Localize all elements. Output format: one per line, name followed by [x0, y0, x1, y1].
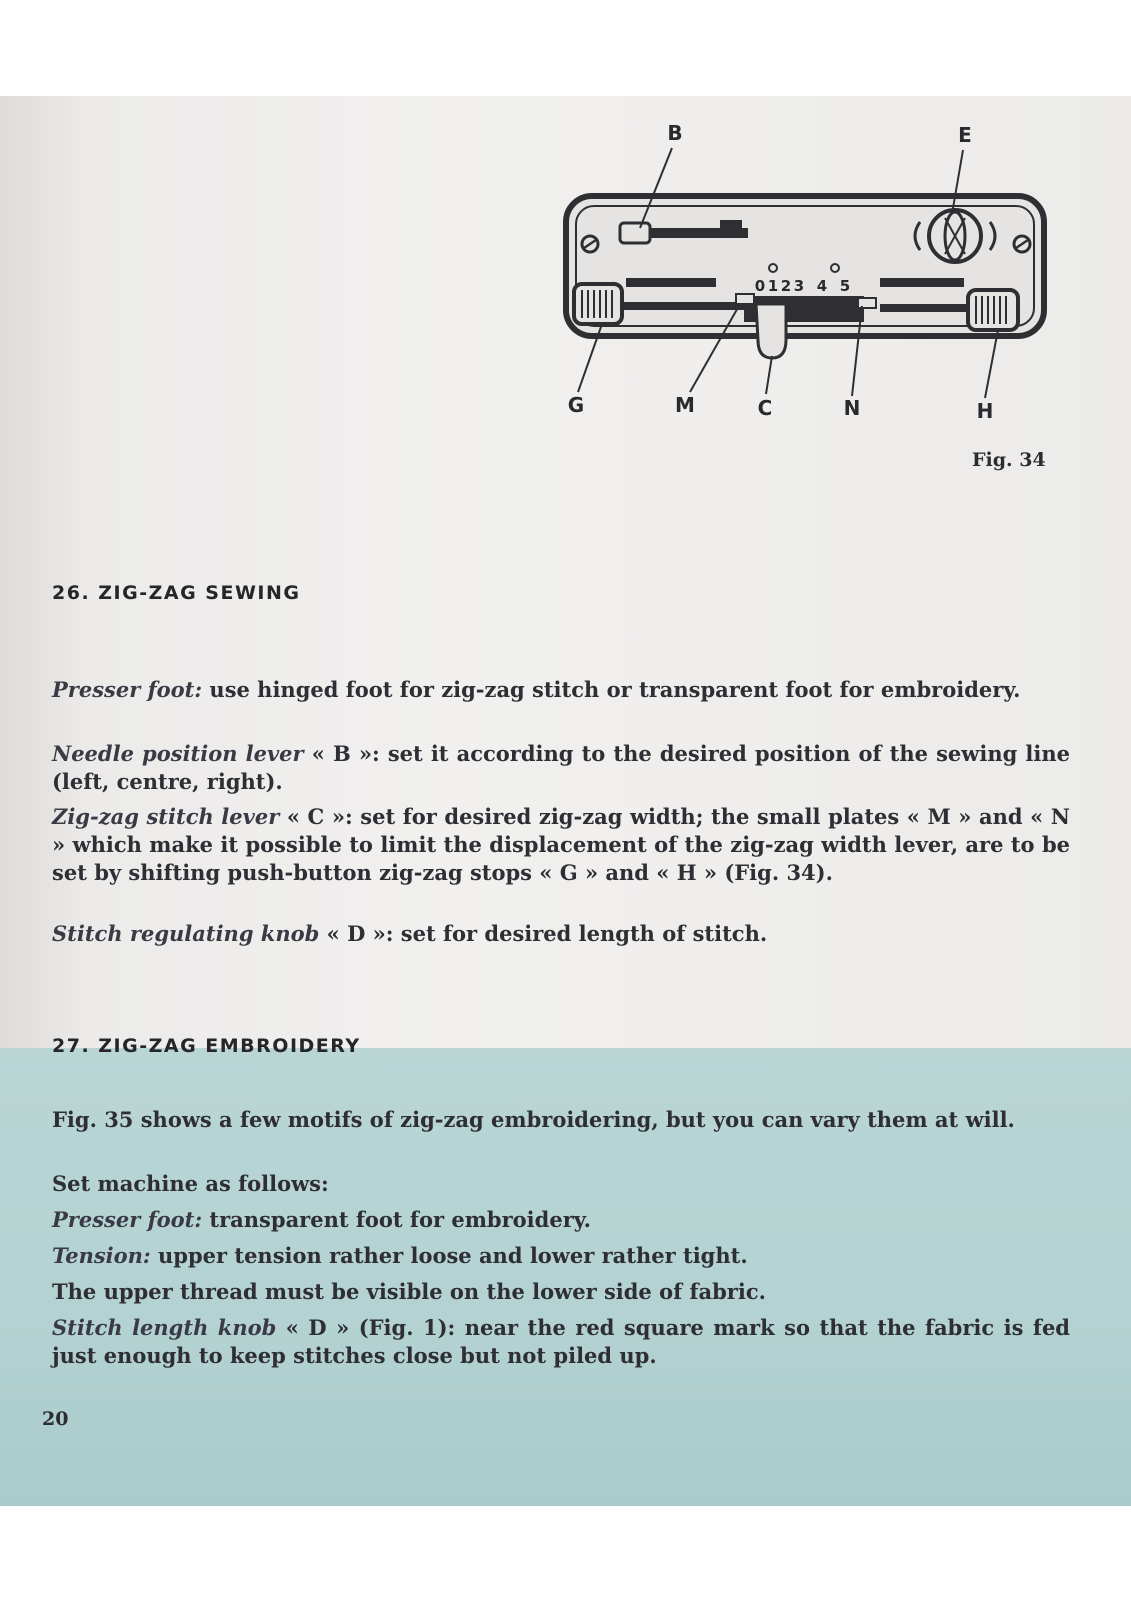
s27-setup: Set machine as follows: [52, 1171, 329, 1196]
page-number: 20 [42, 1408, 69, 1430]
scale-digit-3: 3 [793, 277, 805, 295]
s26-zigzag-lever [52, 803, 1070, 887]
label-b: B [667, 121, 683, 145]
screw-right-icon [1014, 236, 1030, 252]
s27-upper-thread-text: The upper thread must be visible on the lower side of fabric. [52, 1279, 766, 1304]
s27-tension-text: upper tension rather loose and lower rather tight. [150, 1243, 748, 1268]
label-n: N [843, 396, 861, 420]
s27-presser-foot [52, 1206, 1070, 1234]
s27-tension [52, 1242, 1070, 1270]
screw-left-icon [582, 236, 598, 252]
s27-presser-foot-text: transparent foot for embroidery. [202, 1207, 591, 1232]
s27-stitch-length-text: « D » (Fig. 1): near the red square mark so that the fabric is fed just enough to keep stitches close but not piled up. [52, 1315, 1070, 1368]
figure-caption: Fig. 34 [972, 449, 1046, 471]
scale-digit-1: 1 [767, 277, 779, 295]
scale-digit-4: 4 [816, 277, 828, 295]
page-upper-area [0, 96, 1131, 1048]
s26-presser-foot [52, 676, 1070, 704]
label-c: C [757, 396, 773, 420]
s27-intro: Fig. 35 shows a few motifs of zig-zag embroidering, but you can vary them at will. [52, 1107, 1015, 1132]
s26-zigzag-lever-term: Zig-zag stitch lever [52, 804, 280, 829]
section-27-heading: 27. ZIG-ZAG EMBROIDERY [52, 1035, 361, 1057]
s26-stitch-knob-text: « D »: set for desired length of stitch. [319, 921, 768, 946]
page-lower-area [0, 1035, 1131, 1506]
scale-digit-2: 2 [780, 277, 792, 295]
label-m: M [675, 393, 695, 417]
scale-digit-0: 0 [754, 277, 766, 295]
s26-zigzag-lever-text: « C »: set for desired zig-zag width; the small plates « M » and « N » which make it possible to limit the displacement of the zig-zag width lever, are to be set by shifting push-button zig-zag stops « G » and « H » (Fig. 34). [52, 804, 1070, 885]
section-26-heading: 26. ZIG-ZAG SEWING [52, 582, 301, 604]
label-e: E [958, 123, 972, 147]
s27-upper-thread [52, 1278, 1070, 1306]
s26-needle-position [52, 740, 1070, 796]
scale-digit-5: 5 [839, 277, 851, 295]
manual-page [0, 96, 1131, 1506]
s26-presser-foot-text: use hinged foot for zig-zag stitch or transparent foot for embroidery. [202, 677, 1021, 702]
s27-presser-foot-term: Presser foot: [52, 1207, 203, 1232]
s26-stitch-knob [52, 920, 1070, 948]
s26-needle-position-text: « B »: set it according to the desired position of the sewing line (left, centre, right). [52, 741, 1070, 794]
figure-34-diagram [560, 118, 1070, 438]
s26-needle-position-term: Needle position lever [52, 741, 304, 766]
s27-stitch-length [52, 1314, 1070, 1370]
s26-presser-foot-term: Presser foot: [52, 677, 203, 702]
push-button-h [968, 290, 1018, 330]
s27-tension-term: Tension: [52, 1243, 151, 1268]
label-g: G [567, 393, 585, 417]
push-button-g [574, 284, 622, 324]
s27-stitch-length-term: Stitch length knob [52, 1315, 277, 1340]
s26-stitch-knob-term: Stitch regulating knob [52, 921, 320, 946]
label-h: H [976, 399, 994, 423]
